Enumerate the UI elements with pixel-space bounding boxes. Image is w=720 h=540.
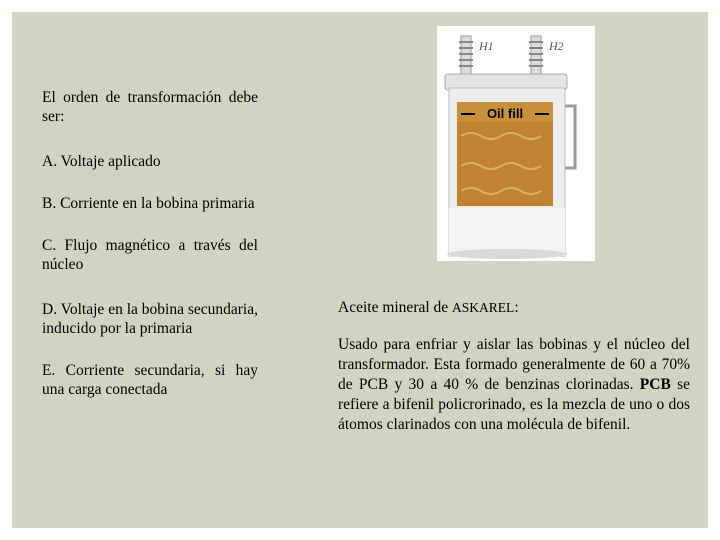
askarel-description (338, 298, 690, 435)
bushing-label-h1: H1 (479, 39, 494, 53)
transformer-image (437, 26, 595, 261)
paragraph-part-1: Usado para enfriar y aislar las bobinas y el núcleo del transformador. Esta formado generalmente de 60 a 70% de PCB y 30 a 40 % de benzinas clorinadas. (338, 336, 690, 393)
heading-askarel: ASKAREL (452, 300, 515, 315)
bushing-h1 (459, 36, 473, 74)
pcb-bold: PCB (639, 376, 671, 393)
intro-text: El orden de transformación debe ser: (42, 89, 258, 125)
bushing-h2 (529, 36, 543, 74)
list-item-d: D. Voltaje en la bobina secundaria, inducido por la primaria (42, 301, 258, 337)
slide (12, 12, 708, 528)
oil-fill-label: Oil fill (486, 106, 524, 121)
list-item-c: C. Flujo magnético a través del núcleo (42, 237, 258, 273)
list-item-a: A. Voltaje aplicado (42, 153, 161, 170)
paragraph-part-2: se refiere a bifenil policrorinado, es la mezcla de uno o dos átomos clarinados con una molécula de bifenil. (338, 376, 690, 433)
transformation-order-list (42, 88, 258, 422)
askarel-paragraph (338, 335, 690, 435)
list-item-b: B. Corriente en la bobina primaria (42, 195, 255, 212)
askarel-heading (338, 298, 690, 318)
heading-prefix: Aceite mineral de (338, 299, 453, 316)
bushing-label-h2: H2 (549, 39, 564, 53)
heading-colon: : (514, 299, 519, 316)
transformer-icon (437, 26, 595, 261)
list-item-e: E. Corriente secundaria, si hay una carga conectada (42, 362, 258, 398)
